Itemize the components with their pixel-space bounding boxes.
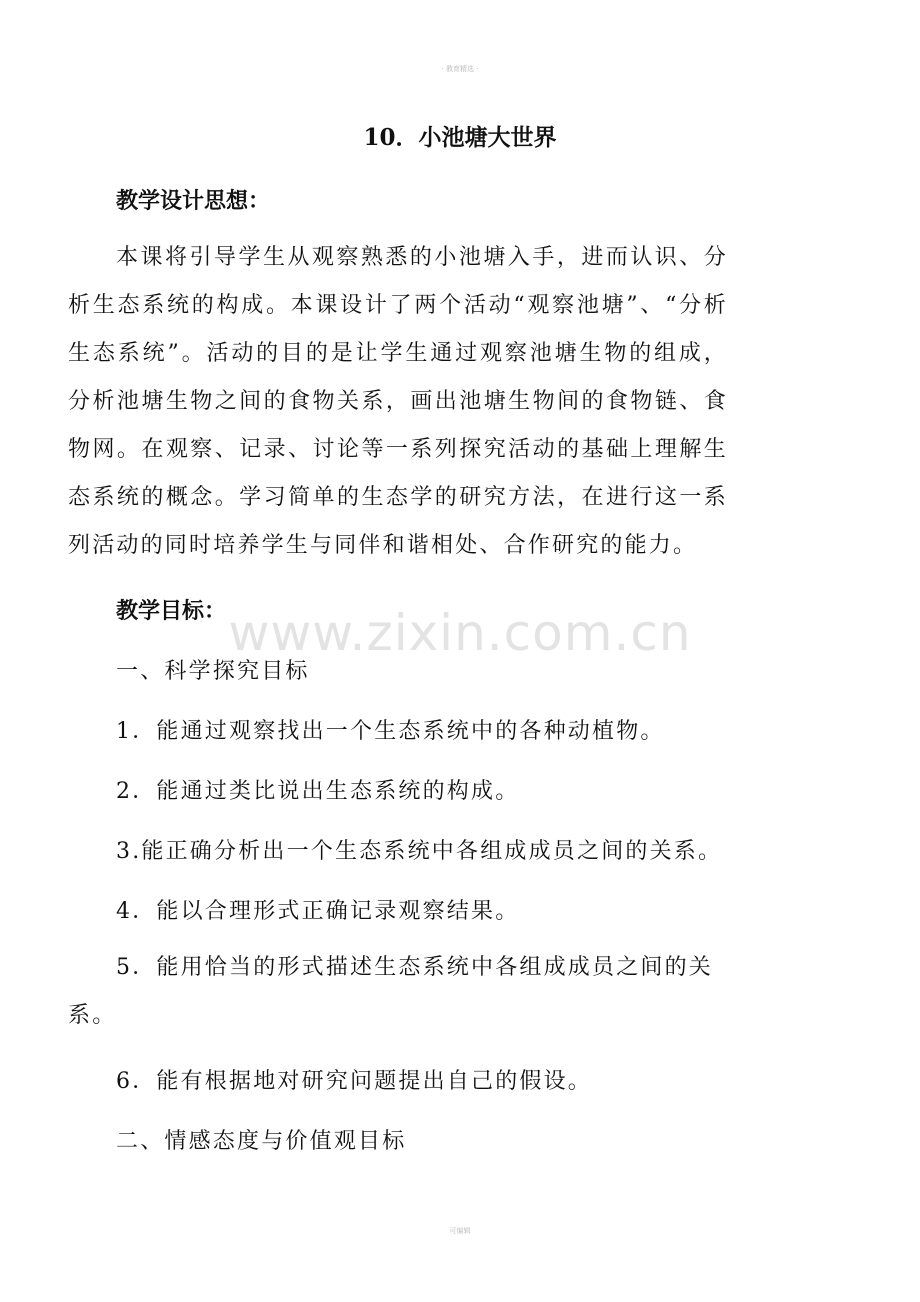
design-heading: 教学设计思想： [116, 188, 271, 214]
goal-item: 3.能正确分析出一个生态系统中各组成成员之间的关系。 [116, 839, 723, 864]
goal-item: 1．能通过观察找出一个生态系统中的各种动植物。 [116, 719, 665, 744]
section1-title: 一、科学探究目标 [116, 659, 310, 684]
goal-item: 5．能用恰当的形式描述生态系统中各组成成员之间的关系。 [68, 955, 713, 1028]
section2-title: 二、情感态度与价值观目标 [116, 1129, 407, 1154]
footer-mark: 可编辑 [449, 1227, 471, 1235]
header-mark: · 教育精选 · [441, 65, 479, 73]
goal-item: 2．能通过类比说出生态系统的构成。 [116, 779, 520, 804]
design-paragraph: 本课将引导学生从观察熟悉的小池塘入手，进而认识、分析生态系统的构成。本课设计了两个活动“观察池塘”、“分析生态系统”。活动的目的是让学生通过观察池塘生物的组成，分析池塘生物之间的食物关系，画出池塘生物间的食物链、食物网。在观察、记录、讨论等一系列探究活动的基础上理解生态系统的概念。学习简单的生态学的研究方法，在进行这一系列活动的同时培养学生与同伴和谐相处、合作研究的能力。 [68, 245, 728, 558]
watermark: www.zixin.com.cn [228, 604, 692, 662]
goal-item: 6．能有根据地对研究问题提出自己的假设。 [116, 1069, 592, 1094]
goals-heading: 教学目标： [116, 598, 227, 624]
goal-item: 4．能以合理形式正确记录观察结果。 [116, 899, 520, 924]
document-title: 10．小池塘大世界 [363, 124, 557, 151]
